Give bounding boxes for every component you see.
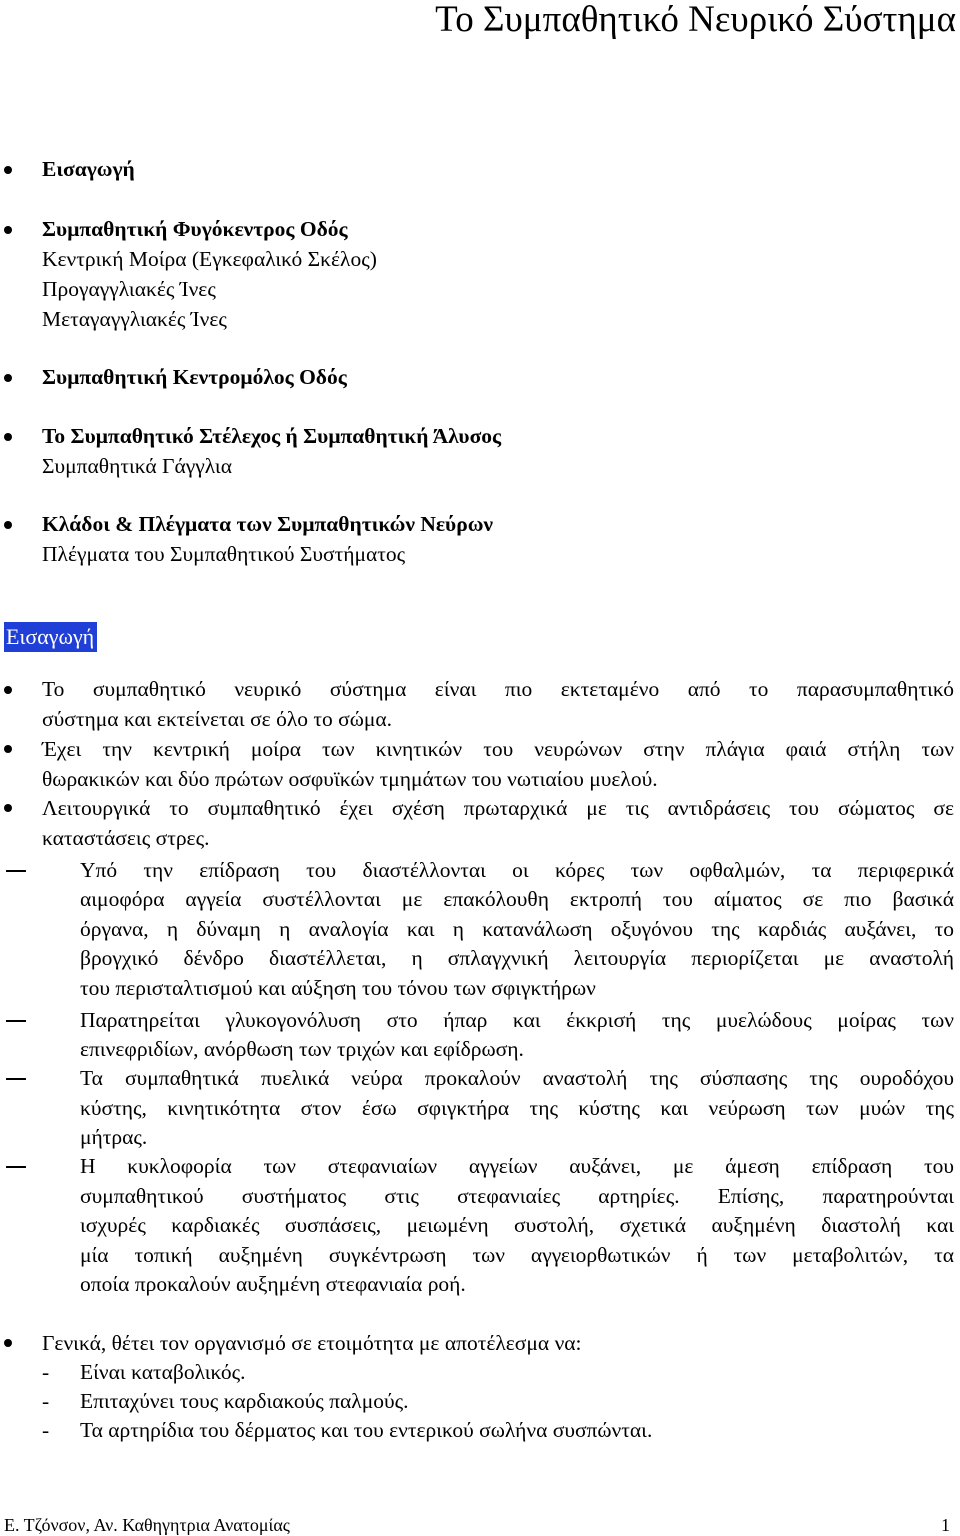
paragraph-line: Έχει την κεντρική μοίρα των κινητικών του νευρώνων στην πλάγια φαιά στήλη των bbox=[42, 737, 954, 761]
dash-icon bbox=[6, 1078, 26, 1080]
bullet-icon bbox=[4, 686, 12, 694]
toc-preganglionic: Προγαγγλιακές Ίνες bbox=[42, 277, 216, 301]
bullet-icon bbox=[4, 374, 12, 382]
paragraph-line: θωρακικών και δύο πρώτων οσφυϊκών τμημάτων του νωτιαίου μυελού. bbox=[42, 767, 658, 791]
paragraph-line: σύστημα και εκτείνεται σε όλο το σώμα. bbox=[42, 707, 393, 731]
bullet-icon bbox=[4, 521, 12, 529]
hyphen-marker: - bbox=[42, 1360, 50, 1384]
paragraph-line: Γενικά, θέτει τον οργανισμό σε ετοιμότητα με αποτέλεσμα να: bbox=[42, 1331, 582, 1355]
paragraph-line: οποία προκαλούν αυξημένη στεφανιαία ροή. bbox=[80, 1272, 466, 1296]
toc-efferent: Συμπαθητική Φυγόκεντρος Οδός bbox=[42, 217, 348, 241]
paragraph-line: όργανα, η δύναμη η αναλογία και η κατανάλωση οξυγόνου της καρδιάς αυξάνει, το bbox=[80, 917, 954, 941]
paragraph-line: μία τοπική αυξημένη συγκέντρωση των αγγειορθωτικών ή των μεταβολιτών, τα bbox=[80, 1243, 954, 1267]
bullet-icon bbox=[4, 804, 12, 812]
toc-intro: Εισαγωγή bbox=[42, 157, 135, 181]
toc-central-part: Κεντρική Μοίρα (Εγκεφαλικό Σκέλος) bbox=[42, 247, 377, 271]
paragraph-line: Η κυκλοφορία των στεφανιαίων αγγείων αυξάνει, με άμεση επίδραση του bbox=[80, 1154, 954, 1178]
dash-icon bbox=[6, 870, 26, 872]
hyphen-marker: - bbox=[42, 1418, 50, 1442]
footer-page-number: 1 bbox=[941, 1515, 950, 1535]
paragraph-line: ισχυρές καρδιακές συσπάσεις, μειωμένη συστολή, σχετικά αυξημένη διαστολή και bbox=[80, 1213, 954, 1237]
list-item: Επιταχύνει τους καρδιακούς παλμούς. bbox=[80, 1389, 409, 1413]
paragraph-line: μήτρας. bbox=[80, 1125, 148, 1149]
page-title: Το Συμπαθητικό Νευρικό Σύστημα bbox=[435, 0, 956, 40]
bullet-icon bbox=[4, 433, 12, 441]
toc-afferent: Συμπαθητική Κεντρομόλος Οδός bbox=[42, 365, 347, 389]
bullet-icon bbox=[4, 166, 12, 174]
list-item: Τα αρτηρίδια του δέρματος και του εντερικού σωλήνα συσπώνται. bbox=[80, 1418, 653, 1442]
hyphen-marker: - bbox=[42, 1389, 50, 1413]
bullet-icon bbox=[4, 1339, 12, 1347]
paragraph-line: καταστάσεις στρες. bbox=[42, 826, 210, 850]
paragraph-line: κύστης, κινητικότητα στον έσω σφιγκτήρα της κύστης και νεύρωση των μυών της bbox=[80, 1096, 954, 1120]
bullet-icon bbox=[4, 226, 12, 234]
paragraph-line: Υπό την επίδραση του διαστέλλονται οι κόρες των οφθαλμών, τα περιφερικά bbox=[80, 858, 954, 882]
dash-icon bbox=[6, 1020, 26, 1022]
paragraph-line: Παρατηρείται γλυκογονόλυση στο ήπαρ και έκκρισή της μυελώδους μοίρας των bbox=[80, 1008, 954, 1032]
paragraph-line: Τα συμπαθητικά πυελικά νεύρα προκαλούν αναστολή της σύσπασης της ουροδόχου bbox=[80, 1066, 954, 1090]
paragraph-line: του περισταλτισμού και αύξηση του τόνου των σφιγκτήρων bbox=[80, 976, 596, 1000]
toc-ganglia: Συμπαθητικά Γάγγλια bbox=[42, 454, 232, 478]
bullet-icon bbox=[4, 745, 12, 753]
paragraph-line: επινεφριδίων, ανόρθωση των τριχών και εφίδρωση. bbox=[80, 1037, 524, 1061]
toc-branches: Κλάδοι & Πλέγματα των Συμπαθητικών Νεύρων bbox=[42, 512, 494, 536]
paragraph-line: βρογχικό δένδρο διαστέλλεται, η σπλαγχνική λειτουργία περιορίζεται με αναστολή bbox=[80, 946, 954, 970]
list-item: Είναι καταβολικός. bbox=[80, 1360, 246, 1384]
paragraph-line: Το συμπαθητικό νευρικό σύστημα είναι πιο εκτεταμένο από το παρασυμπαθητικό bbox=[42, 677, 954, 701]
toc-trunk: Το Συμπαθητικό Στέλεχος ή Συμπαθητική Άλυσος bbox=[42, 424, 502, 448]
dash-icon bbox=[6, 1166, 26, 1168]
toc-plexuses: Πλέγματα του Συμπαθητικού Συστήματος bbox=[42, 542, 406, 566]
toc-postganglionic: Μεταγαγγλιακές Ίνες bbox=[42, 307, 227, 331]
footer-author: Ε. Τζόνσον, Αν. Καθηγητρια Ανατομίας bbox=[4, 1515, 290, 1535]
paragraph-line: συμπαθητικού συστήματος στις στεφανιαίες αρτηρίες. Επίσης, παρατηρούνται bbox=[80, 1184, 954, 1208]
paragraph-line: αιμοφόρα αγγεία συστέλλονται με επακόλουθη εκτροπή του αίματος σε πιο βασικά bbox=[80, 887, 954, 911]
section-heading: Εισαγωγή bbox=[4, 622, 97, 652]
paragraph-line: Λειτουργικά το συμπαθητικό έχει σχέση πρωταρχικά με τις αντιδράσεις του σώματος σε bbox=[42, 796, 954, 820]
